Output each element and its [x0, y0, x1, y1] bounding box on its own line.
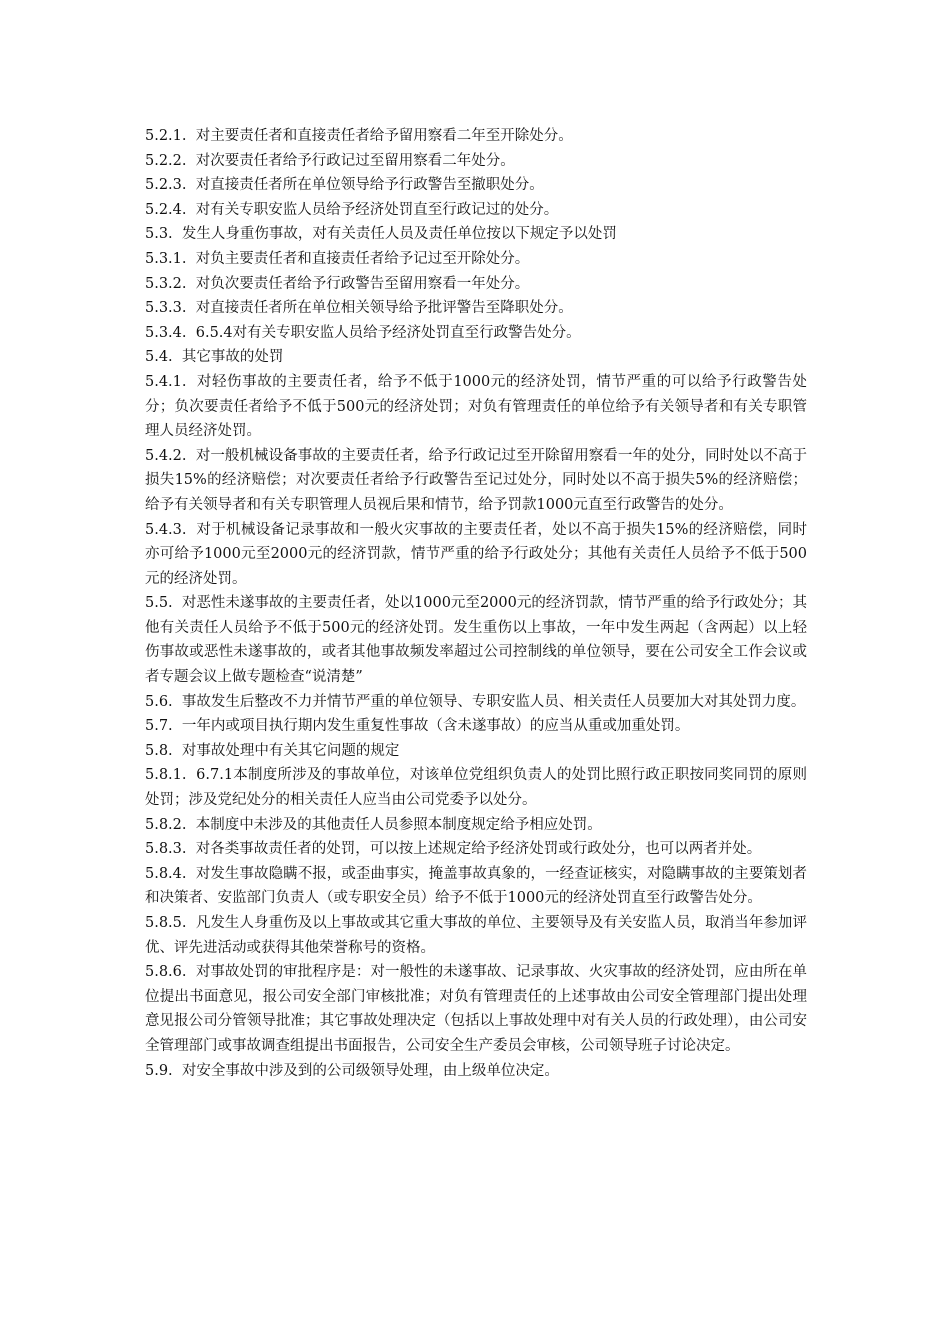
clause-number: 5.2.4. [145, 201, 196, 218]
clause-number: 5.3.4. [145, 324, 196, 341]
clause-number: 5.4.3. [145, 521, 197, 538]
clause-text: 对有关专职安监人员给予经济处罚直至行政记过的处分。 [195, 201, 559, 218]
clause-number: 5.5. [145, 595, 182, 612]
clause-number: 5.6. [145, 693, 182, 710]
clause-text: 对一般机械设备事故的主要责任者，给予行政记过至开除留用察看一年的处分，同时处以不高于损失15%的经济赔偿；对次要责任者给予行政警告至记过处分，同时处以不高于损失5%的经济赔偿；给予有关领导者和有关专职管理人员视后果和情节，给予罚款1000元直至行政警告的处分。 [145, 447, 807, 513]
clause-5-8-3 [145, 837, 807, 862]
clause-5-8-4 [145, 862, 807, 911]
clause-number: 5.3.3. [145, 300, 196, 317]
clause-number: 5.4.1. [145, 373, 197, 390]
clause-text: 一年内或项目执行期内发生重复性事故（含未遂事故）的应当从重或加重处罚。 [181, 718, 690, 735]
clause-text: 凡发生人身重伤及以上事故或其它重大事故的单位、主要领导及有关安监人员，取消当年参加评优、评先进活动或获得其他荣誉称号的资格。 [145, 915, 807, 956]
section-5-5 [145, 591, 807, 689]
clause-5-4-2 [145, 444, 807, 518]
clause-text: 其它事故的处罚 [181, 349, 284, 366]
clause-number: 5.8.1. [145, 767, 197, 784]
clause-number: 5.8.2. [145, 816, 196, 833]
clause-number: 5.8.3. [145, 841, 196, 858]
clause-number: 5.8. [145, 742, 182, 759]
clause-number: 5.2.2. [145, 152, 196, 169]
clause-text: 对于机械设备记录事故和一般火灾事故的主要责任者，处以不高于损失15%的经济赔偿，同时亦可给予1000元至2000元的经济罚款，情节严重的给予行政处分；其他有关责任人员给予不低于500元的经济处罚。 [145, 521, 807, 587]
clause-text: 对各类事故责任者的处罚，可以按上述规定给予经济处罚或行政处分，也可以两者并处。 [195, 841, 762, 858]
clause-number: 5.2.1. [145, 128, 196, 144]
clause-5-3-2 [145, 272, 807, 297]
clause-5-3-1 [145, 247, 807, 272]
clause-5-4-1 [145, 370, 807, 444]
clause-5-8-1 [145, 763, 807, 812]
clause-text: 本制度中未涉及的其他责任人员参照本制度规定给予相应处罚。 [195, 816, 602, 833]
clause-5-3-3 [145, 296, 807, 321]
document-body [145, 124, 807, 1083]
clause-number: 5.2.3. [145, 177, 196, 194]
section-5-8 [145, 739, 807, 764]
section-5-7 [145, 714, 807, 739]
section-5-9 [145, 1059, 807, 1084]
section-5-6 [145, 690, 807, 715]
clause-5-8-6 [145, 960, 807, 1058]
clause-number: 5.3.1. [145, 250, 196, 267]
clause-text: 6.7.1本制度所涉及的事故单位，对该单位党组织负责人的处罚比照行政正职按同奖同罚的原则处罚；涉及党纪处分的相关责任人应当由公司党委予以处分。 [145, 767, 807, 809]
clause-5-2-4 [145, 198, 807, 223]
clause-text: 事故发生后整改不力并情节严重的单位领导、专职安监人员、相关责任人员要加大对其处罚力度。 [181, 693, 806, 710]
clause-number: 5.4.2. [145, 447, 196, 464]
clause-5-8-5 [145, 911, 807, 960]
clause-text: 对安全事故中涉及到的公司级领导处理，由上级单位决定。 [181, 1062, 559, 1079]
clause-number: 5.8.6. [145, 964, 196, 981]
clause-number: 5.7. [145, 718, 182, 735]
clause-text: 对事故处罚的审批程序是：对一般性的未遂事故、记录事故、火灾事故的经济处罚，应由所在单位提出书面意见，报公司安全部门审核批准；对负有管理责任的上述事故由公司安全管理部门提出处理意见报公司分管领导批准；其它事故处理决定（包括以上事故处理中对有关人员的行政处理），由公司安全管理部门或事故调查组提出书面报告，公司安全生产委员会审核，公司领导班子讨论决定。 [145, 964, 807, 1054]
clause-5-2-3 [145, 173, 807, 198]
clause-5-3-4 [145, 321, 807, 346]
clause-number: 5.8.4. [145, 865, 196, 882]
clause-text: 对负次要责任者给予行政警告至留用察看一年处分。 [195, 275, 530, 292]
clause-5-8-2 [145, 813, 807, 838]
clause-text: 对轻伤事故的主要责任者，给予不低于1000元的经济处罚，情节严重的可以给予行政警告处分；负次要责任者给予不低于500元的经济处罚；对负有管理责任的单位给予有关领导者和有关专职管理人员经济处罚。 [145, 373, 807, 440]
clause-text: 对事故处理中有关其它问题的规定 [181, 742, 400, 759]
clause-5-2-2 [145, 149, 807, 174]
clause-number: 5.4. [145, 349, 182, 366]
clause-text: 发生人身重伤事故，对有关责任人员及责任单位按以下规定予以处罚 [181, 226, 617, 243]
clause-5-4-3 [145, 518, 807, 592]
clause-5-2-1 [145, 124, 807, 149]
clause-text: 对负主要责任者和直接责任者给予记过至开除处分。 [195, 250, 530, 267]
clause-text: 6.5.4对有关专职安监人员给予经济处罚直至行政警告处分。 [195, 324, 581, 341]
clause-text: 对直接责任者所在单位相关领导给予批评警告至降职处分。 [195, 300, 573, 317]
section-5-4 [145, 345, 807, 370]
clause-number: 5.8.5. [145, 915, 196, 931]
clause-text: 对次要责任者给予行政记过至留用察看二年处分。 [195, 152, 515, 169]
clause-text: 对直接责任者所在单位领导给予行政警告至撤职处分。 [195, 177, 544, 194]
section-5-3 [145, 222, 807, 247]
clause-number: 5.3. [145, 226, 182, 243]
clause-text: 对恶性未遂事故的主要责任者，处以1000元至2000元的经济罚款，情节严重的给予行政处分；其他有关责任人员给予不低于500元的经济处罚。发生重伤以上事故，一年中发生两起（含两起）以上轻伤事故或恶性未遂事故的，或者其他事故频发率超过公司控制线的单位领导，要在公司安全工作会议或者专题会议上做专题检查“说清楚” [145, 595, 807, 686]
clause-number: 5.9. [145, 1062, 182, 1079]
clause-number: 5.3.2. [145, 275, 196, 292]
clause-text: 对发生事故隐瞒不报，或歪曲事实，掩盖事故真象的，一经查证核实，对隐瞒事故的主要策划者和决策者、安监部门负责人（或专职安全员）给予不低于1000元的经济处罚直至行政警告处分。 [145, 865, 807, 907]
clause-text: 对主要责任者和直接责任者给予留用察看二年至开除处分。 [195, 128, 573, 144]
